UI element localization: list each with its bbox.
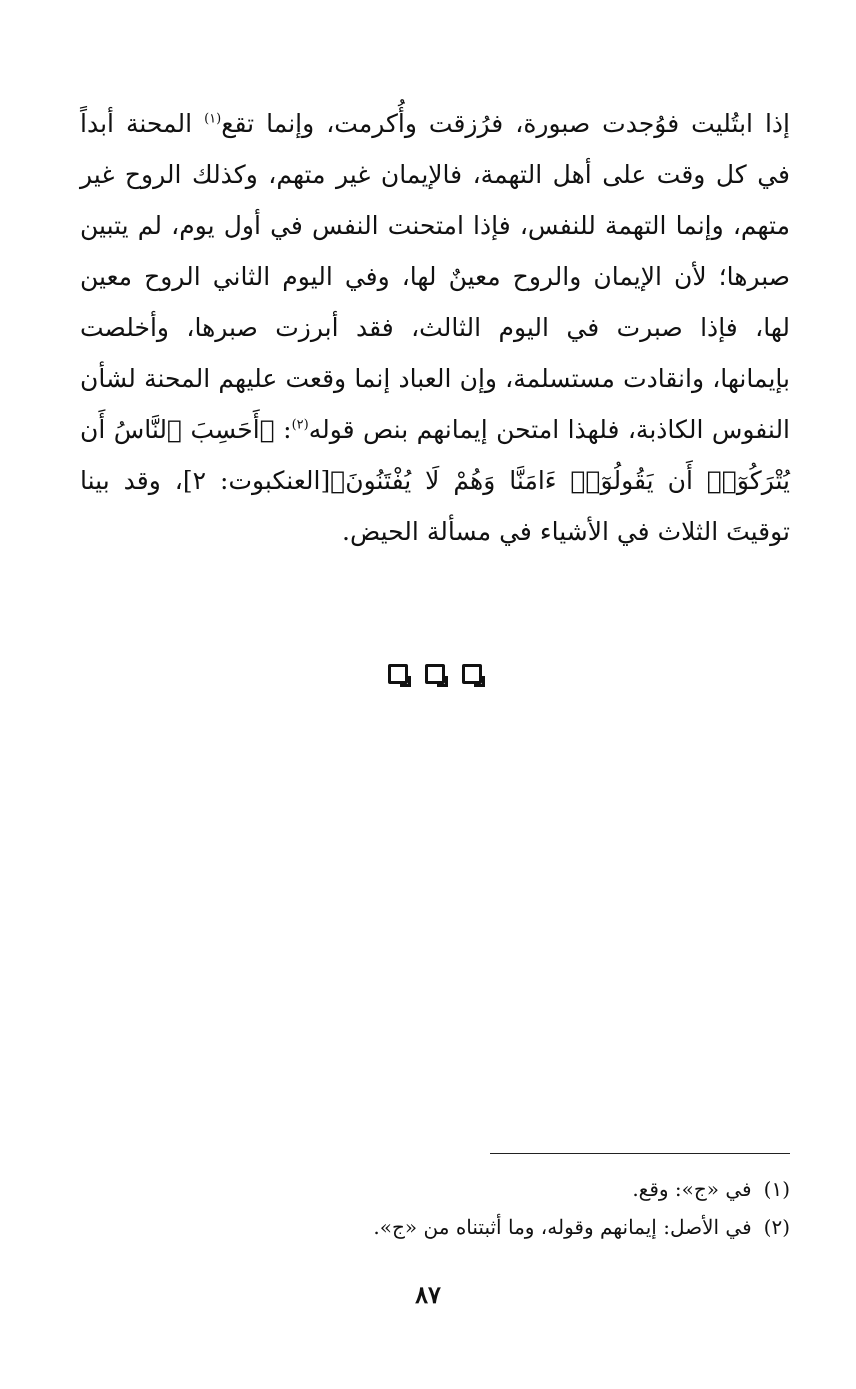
paragraph-text	[80, 98, 790, 557]
text-after-quote: ، وقد بينا توقيتَ الثلاث في الأشياء في مسألة الحيض.	[80, 466, 790, 546]
footnote-number: (٢)	[763, 1215, 790, 1239]
footnote-2	[80, 1208, 790, 1246]
quran-bracket-close: ﴾	[330, 466, 346, 495]
ornament-square-icon	[425, 664, 445, 684]
quran-verse: أَحَسِبَ ٱلنَّاسُ أَن يُتْرَكُوٓا۟ أَن يَقُولُوٓا۟ ءَامَنَّا وَهُمْ لَا يُفْتَنُونَ	[80, 415, 790, 495]
quran-reference: [العنكبوت: ٢]	[182, 466, 331, 495]
page-number: ٨٧	[415, 1280, 441, 1309]
ornament-square-icon	[462, 664, 482, 684]
footnote-text: في «ج»: وقع.	[632, 1177, 752, 1201]
section-divider-ornament	[388, 664, 482, 690]
footnote-number: (١)	[763, 1177, 790, 1201]
text-before-quote: :	[274, 415, 292, 444]
footnote-divider	[490, 1153, 790, 1154]
text-before-footnote-1: إذا ابتُليت فوُجدت صبورة، فرُزقت وأُكرمت، وإنما تقع	[221, 109, 791, 138]
ornament-square-icon	[388, 664, 408, 684]
main-paragraph	[80, 98, 790, 557]
footnote-ref-2[interactable]: (٢)	[291, 417, 309, 433]
quran-bracket-open: ﴿	[259, 415, 275, 444]
footnote-ref-1[interactable]: (١)	[204, 111, 222, 127]
footnote-text: في الأصل: إيمانهم وقوله، وما أثبتناه من «ج».	[373, 1215, 752, 1239]
text-middle: المحنة أبداً في كل وقت على أهل التهمة، فالإيمان غير متهم، وكذلك الروح غير متهم، وإنما التهمة للنفس، فإذا امتحنت النفس في أول يوم، لم يتبين صبرها؛ لأن الإيمان والروح معينٌ لها، وفي اليوم الثاني الروح معين لها، فإذا صبرت في اليوم الثالث، فقد أبرزت صبرها، وأخلصت بإيمانها، وانقادت مستسلمة، وإن العباد إنما وقعت عليهم المحنة لشأن النفوس الكاذبة، فلهذا امتحن إيمانهم بنص قوله	[80, 109, 791, 444]
footnotes	[80, 1170, 790, 1246]
footnote-1	[80, 1170, 790, 1208]
